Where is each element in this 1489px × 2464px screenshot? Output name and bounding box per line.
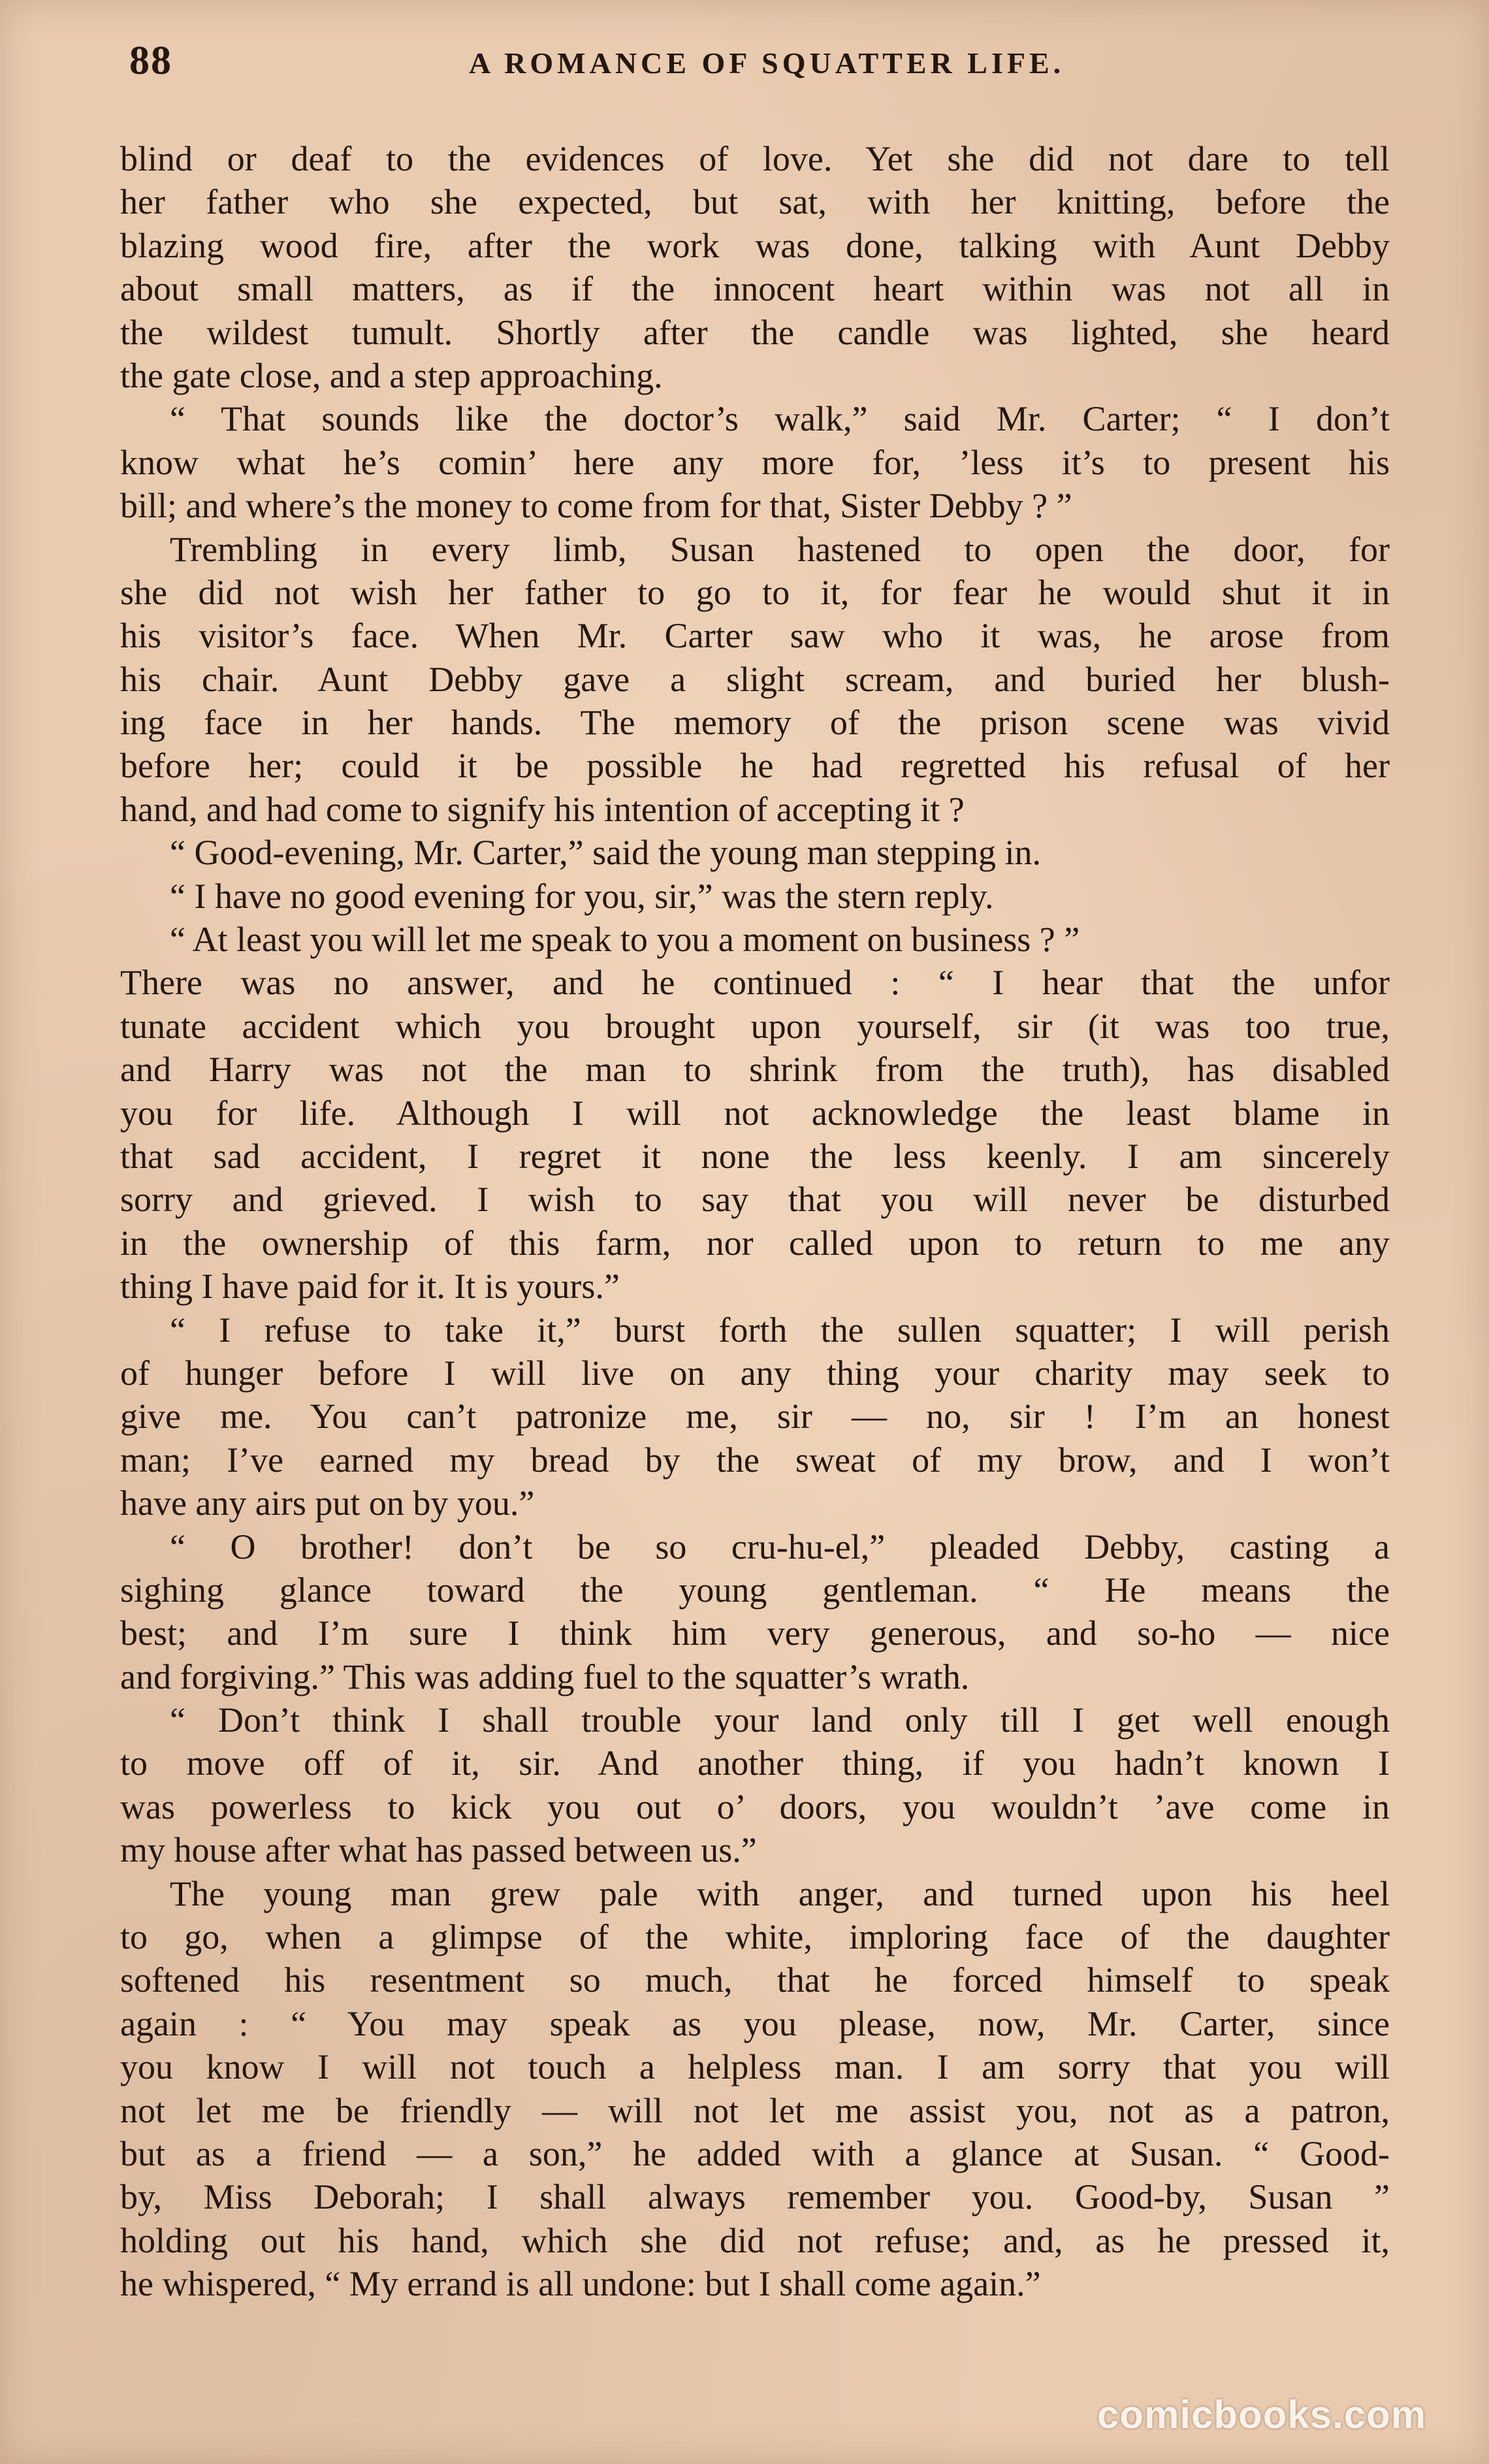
text-line: before her; could it be possible he had regretted his refusal of her [120,746,1390,786]
text-line: There was no answer, and he continued : “ I hear that the unfor [120,963,1390,1003]
text-line: “ I have no good evening for you, sir,” was the stern reply. [170,876,994,916]
text-line: best; and I’m sure I think him very generous, and so-ho — nice [120,1613,1390,1653]
page-header [129,38,1390,97]
text-line: “ That sounds like the doctor’s walk,” said Mr. Carter; “ I don’t [170,399,1390,439]
text-line: sighing glance toward the young gentleman. “ He means the [120,1570,1390,1610]
text-line: tunate accident which you brought upon yourself, sir (it was too true, [120,1006,1390,1046]
text-line: “ O brother! don’t be so cru-hu-el,” pleaded Debby, casting a [170,1527,1390,1566]
text-line: the wildest tumult. Shortly after the candle was lighted, she heard [120,312,1390,352]
text-line: his visitor’s face. When Mr. Carter saw who it was, he arose from [120,616,1390,656]
text-line: in the ownership of this farm, nor called upon to return to me any [120,1223,1390,1263]
text-line: about small matters, as if the innocent heart within was not all in [120,269,1390,309]
text-line: that sad accident, I regret it none the less keenly. I am sincerely [120,1136,1390,1176]
text-line: “ Don’t think I shall trouble your land only till I get well enough [170,1700,1390,1740]
text-line: my house after what has passed between us.” [120,1830,757,1870]
text-line: Trembling in every limb, Susan hastened to open the door, for [170,529,1390,569]
text-line: not let me be friendly — will not let me assist you, not as a patron, [120,2090,1390,2130]
body-text [120,137,1390,2306]
text-line: sorry and grieved. I wish to say that you will never be disturbed [120,1180,1390,1220]
text-line: of hunger before I will live on any thing your charity may seek to [120,1353,1390,1393]
text-line: “ Good-evening, Mr. Carter,” said the young man stepping in. [170,833,1042,873]
text-line: “ At least you will let me speak to you a moment on business ? ” [170,920,1080,960]
page-number: 88 [129,39,172,83]
running-head: A ROMANCE OF SQUATTER LIFE. [469,46,1065,80]
text-line: and forgiving.” This was adding fuel to the squatter’s wrath. [120,1657,970,1696]
text-line: thing I have paid for it. It is yours.” [120,1267,620,1306]
text-line: softened his resentment so much, that he forced himself to speak [120,1960,1390,2000]
text-line: again : “ You may speak as you please, now, Mr. Carter, since [120,2003,1390,2043]
text-line: ing face in her hands. The memory of the prison scene was vivid [120,703,1390,743]
text-line: give me. You can’t patronize me, sir — no, sir ! I’m an honest [120,1397,1390,1436]
text-line: blind or deaf to the evidences of love. Yet she did not dare to tell [120,139,1390,178]
text-line: he whispered, “ My errand is all undone: but I shall come again.” [120,2264,1041,2304]
text-line: holding out his hand, which she did not refuse; and, as he pressed it, [120,2220,1390,2260]
text-line: you for life. Although I will not acknowledge the least blame in [120,1093,1390,1133]
text-line: his chair. Aunt Debby gave a slight scream, and buried her blush- [120,659,1390,699]
text-line: her father who she expected, but sat, with her knitting, before the [120,182,1390,222]
text-line: “ I refuse to take it,” burst forth the sullen squatter; I will perish [170,1310,1390,1350]
text-line: you know I will not touch a helpless man. I am sorry that you will [120,2047,1390,2087]
text-line: bill; and where’s the money to come from for that, Sister Debby ? ” [120,486,1072,526]
text-line: to move off of it, sir. And another thing, if you hadn’t known I [120,1743,1390,1783]
watermark: comicbooks.com [1097,2393,1427,2437]
text-line: and Harry was not the man to shrink from the truth), has disabled [120,1050,1390,1090]
text-line: but as a friend — a son,” he added with a glance at Susan. “ Good- [120,2133,1390,2173]
text-line: to go, when a glimpse of the white, imploring face of the daughter [120,1917,1390,1957]
text-line: man; I’ve earned my bread by the sweat of my brow, and I won’t [120,1440,1390,1480]
text-line: The young man grew pale with anger, and turned upon his heel [170,1873,1390,1913]
text-line: the gate close, and a step approaching. [120,355,663,395]
text-line: know what he’s comin’ here any more for, ’less it’s to present his [120,442,1390,482]
text-line: was powerless to kick you out o’ doors, you wouldn’t ’ave come in [120,1787,1390,1826]
text-line: blazing wood fire, after the work was done, talking with Aunt Debby [120,225,1390,265]
text-line: have any airs put on by you.” [120,1483,535,1523]
text-line: she did not wish her father to go to it, for fear he would shut it in [120,572,1390,612]
text-line: by, Miss Deborah; I shall always remember you. Good-by, Susan ” [120,2177,1390,2217]
text-line: hand, and had come to signify his intention of accepting it ? [120,789,965,829]
